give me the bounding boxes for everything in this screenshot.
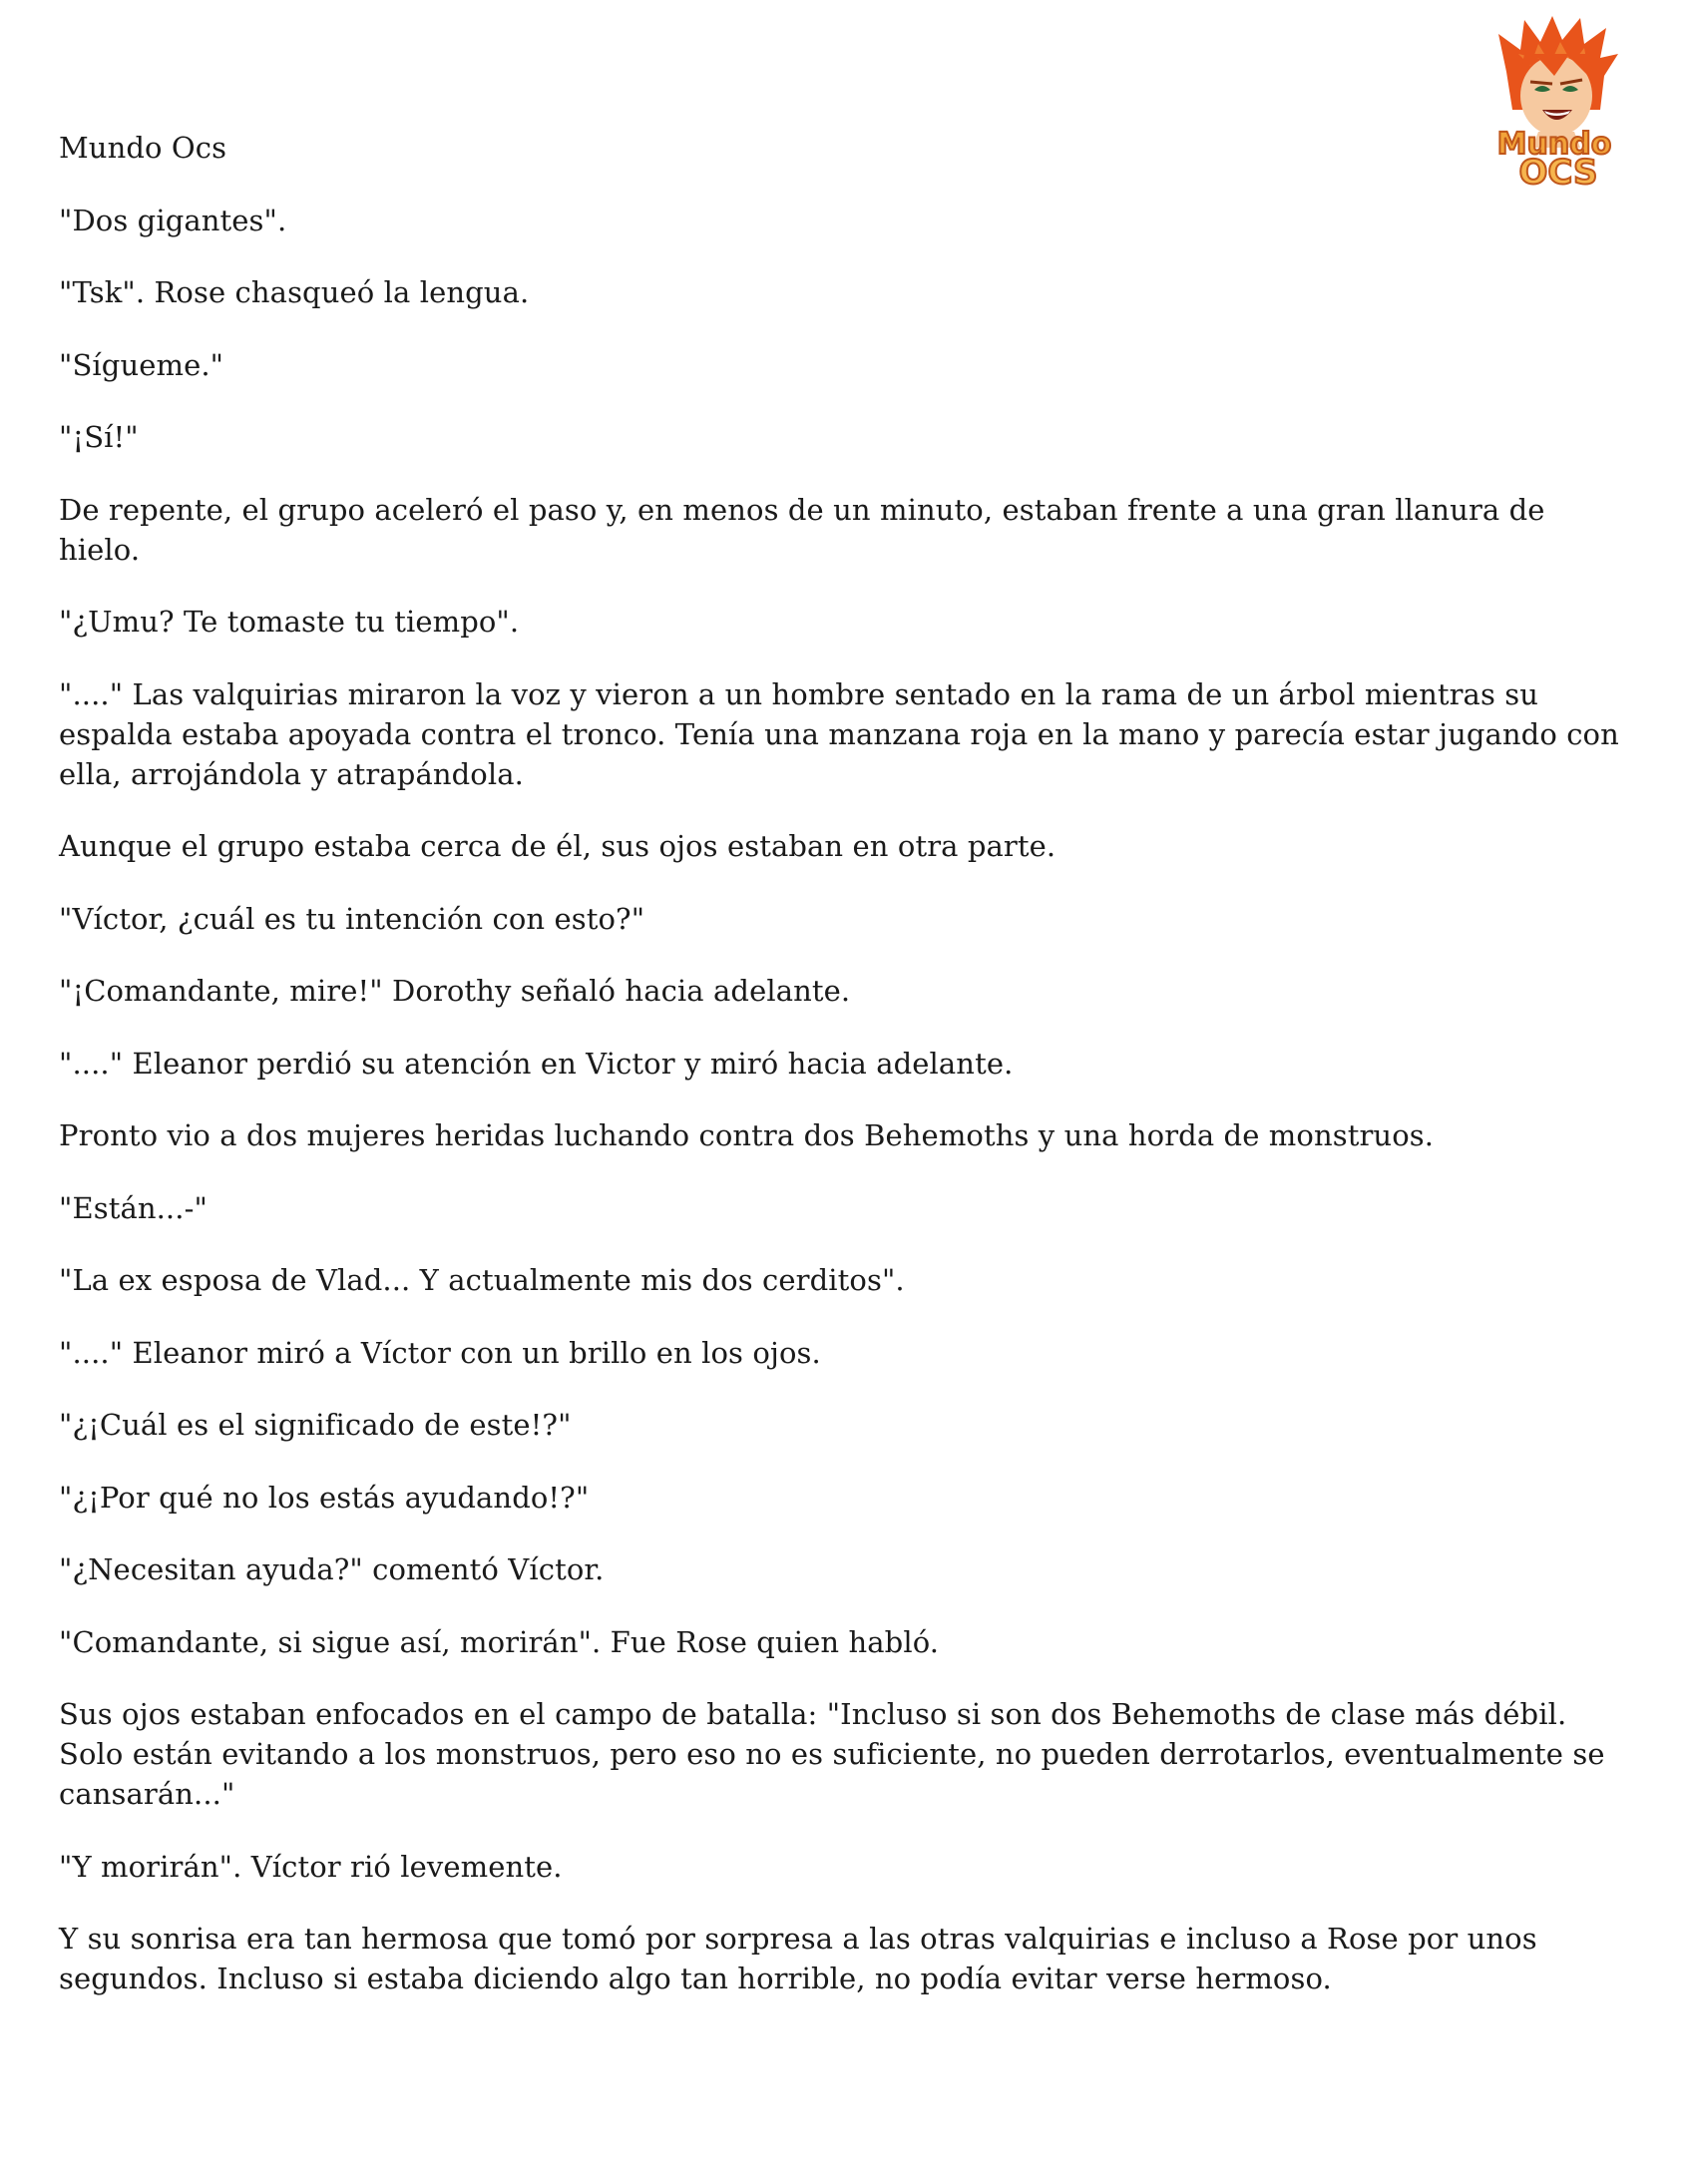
paragraph: "...." Eleanor perdió su atención en Victor y miró hacia adelante. <box>59 1046 1014 1081</box>
paragraph: De repente, el grupo aceleró el paso y, en menos de un minuto, estaban frente a una gran llanura de hielo. <box>59 492 1554 567</box>
paragraph: "¿¡Por qué no los estás ayudando!?" <box>59 1480 590 1515</box>
logo-text-line2: OCS <box>1518 153 1598 186</box>
paragraph: "¡Sí!" <box>59 420 139 454</box>
paragraph: Sus ojos estaban enfocados en el campo de batalla: "Incluso si son dos Behemoths de clase más débil. Solo están evitando a los monstruos, pero eso no es suficiente, no pueden derrotarlos, eventualmente se cansarán..." <box>59 1697 1614 1811</box>
paragraph: "¡Comandante, mire!" Dorothy señaló hacia adelante. <box>59 974 851 1008</box>
logo-text-line1: Mundo <box>1496 127 1612 162</box>
paragraph: "...." Eleanor miró a Víctor con un brillo en los ojos. <box>59 1335 821 1370</box>
paragraph: "Dos gigantes". <box>59 203 287 237</box>
paragraph: "Y morirán". Víctor rió levemente. <box>59 1849 563 1884</box>
paragraph: "La ex esposa de Vlad... Y actualmente mis dos cerditos". <box>59 1263 905 1297</box>
paragraph: "Sígueme." <box>59 347 224 382</box>
paragraph: "Están...-" <box>59 1190 208 1225</box>
paragraph: "Víctor, ¿cuál es tu intención con esto?" <box>59 901 645 936</box>
paragraph: Mundo Ocs <box>59 131 227 165</box>
paragraph: "Tsk". Rose chasqueó la lengua. <box>59 275 530 309</box>
paragraph: "¿Necesitan ayuda?" comentó Víctor. <box>59 1552 605 1586</box>
paragraph: Y su sonrisa era tan hermosa que tomó por sorpresa a las otras valquirias e incluso a Rose por unos segundos. Incluso si estaba diciendo algo tan horrible, no podía evitar verse hermoso. <box>59 1922 1547 1995</box>
paragraph: "¿¡Cuál es el significado de este!?" <box>59 1408 572 1442</box>
paragraph: Pronto vio a dos mujeres heridas luchando contra dos Behemoths y una horda de monstruos. <box>59 1118 1435 1152</box>
paragraph: "¿Umu? Te tomaste tu tiempo". <box>59 605 520 639</box>
paragraph: "Comandante, si sigue así, morirán". Fue Rose quien habló. <box>59 1624 940 1659</box>
document-body <box>59 128 1635 2031</box>
paragraph: "...." Las valquirias miraron la voz y vieron a un hombre sentado en la rama de un árbol mientras su espalda estaba apoyada contra el tronco. Tenía una manzana roja en la mano y parecía estar jugando con ella, arrojándola y atrapándola. <box>59 676 1629 791</box>
paragraph: Aunque el grupo estaba cerca de él, sus ojos estaban en otra parte. <box>59 829 1056 863</box>
